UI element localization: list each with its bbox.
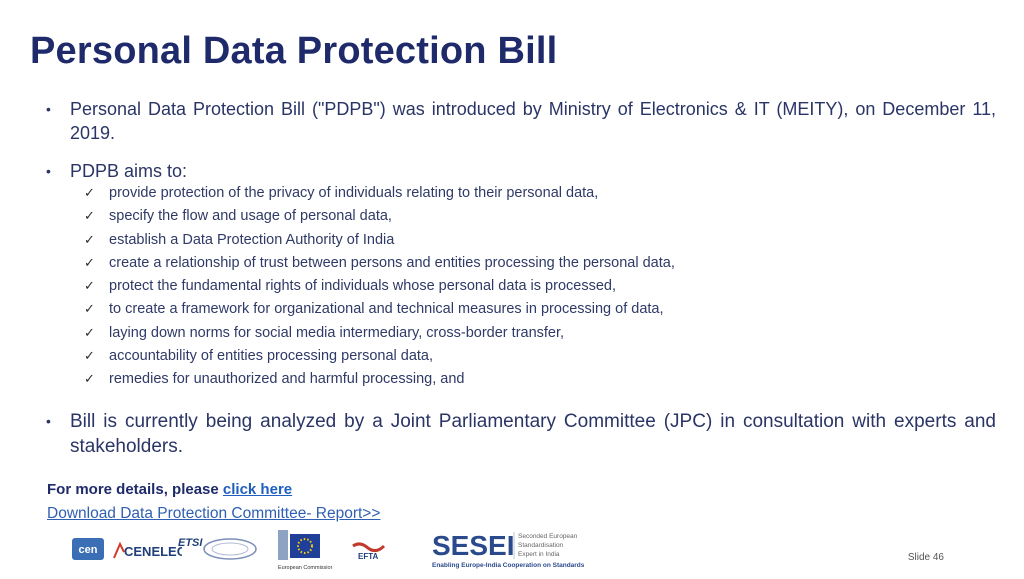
sesei-desc-1: Seconded European [518, 533, 578, 540]
slide-title: Personal Data Protection Bill [30, 30, 558, 72]
efta-wave-icon [353, 544, 384, 551]
sesei-desc-3: Expert in India [518, 551, 560, 558]
bullet-aims-heading: PDPB aims to: [70, 161, 188, 181]
list-item: ✓ to create a framework for organizational and technical measures in processing of data, [84, 297, 675, 320]
cenelec-logo [112, 540, 182, 567]
checkmark-icon: ✓ [84, 254, 95, 270]
commission-building-icon [278, 530, 288, 560]
checkmark-icon: ✓ [84, 231, 95, 247]
slide-number: Slide 46 [907, 552, 944, 563]
checkmark-icon: ✓ [84, 301, 95, 317]
cenelec-logo-text: CENELEC [124, 544, 182, 559]
list-item: ✓ accountability of entities processing personal data, [84, 344, 675, 367]
checkmark-icon: ✓ [84, 348, 95, 364]
list-item: ✓ remedies for unauthorized and harmful processing, and [84, 367, 675, 390]
partner-logos [60, 528, 620, 574]
cen-logo [72, 538, 104, 560]
sesei-tagline: Enabling Europe-India Cooperation on Standards [432, 562, 585, 569]
bullet-aims [46, 159, 996, 183]
efta-logo [350, 540, 390, 567]
bullet-intro [46, 97, 996, 145]
list-item: ✓ protect the fundamental rights of individuals whose personal data is processed, [84, 274, 675, 297]
bullet-intro-text: Personal Data Protection Bill ("PDPB") was introduced by Ministry of Electronics & IT (MEITY), on December 11, 2019. [70, 99, 996, 143]
more-details-label: For more details, please [47, 481, 223, 498]
european-commission-logo [274, 528, 332, 579]
efta-logo-text: EFTA [358, 552, 379, 561]
list-item: ✓ laying down norms for social media intermediary, cross-border transfer, [84, 321, 675, 344]
bullet-dot: • [46, 163, 51, 179]
bullet-status [46, 409, 996, 459]
checkmark-icon: ✓ [84, 278, 95, 294]
cenelec-spark-icon [114, 544, 124, 558]
list-item: ✓ establish a Data Protection Authority of India [84, 228, 675, 251]
checkmark-icon: ✓ [84, 371, 95, 387]
list-item: ✓ provide protection of the privacy of individuals relating to their personal data, [84, 181, 675, 204]
bullet-status-text: Bill is currently being analyzed by a Joint Parliamentary Committee (JPC) in consultation with experts and stakeholders. [70, 411, 996, 457]
sesei-desc-2: Standardisation [518, 542, 564, 549]
sesei-logo-text: SESEI [432, 530, 515, 561]
list-item: ✓ create a relationship of trust between persons and entities processing the personal data, [84, 251, 675, 274]
checkmark-icon: ✓ [84, 185, 95, 200]
commission-caption: European Commission [278, 565, 332, 571]
bullet-dot: • [46, 101, 51, 117]
cen-logo-text: cen [78, 544, 98, 556]
bullet-dot: • [46, 413, 51, 429]
cen-mark-icon [72, 538, 104, 560]
checkmark-icon: ✓ [84, 208, 95, 224]
more-details [47, 481, 292, 498]
checkmark-icon: ✓ [84, 324, 95, 340]
list-item: ✓ specify the flow and usage of personal data, [84, 204, 675, 227]
sesei-logo [432, 528, 602, 575]
etsi-logo [178, 534, 258, 569]
aims-checklist [84, 181, 675, 391]
eu-flag-icon [290, 534, 320, 558]
click-here-link[interactable]: click here [222, 481, 293, 498]
etsi-logo-text: ETSI [178, 537, 203, 549]
download-report-link[interactable]: Download Data Protection Committee- Report>> [47, 505, 381, 522]
